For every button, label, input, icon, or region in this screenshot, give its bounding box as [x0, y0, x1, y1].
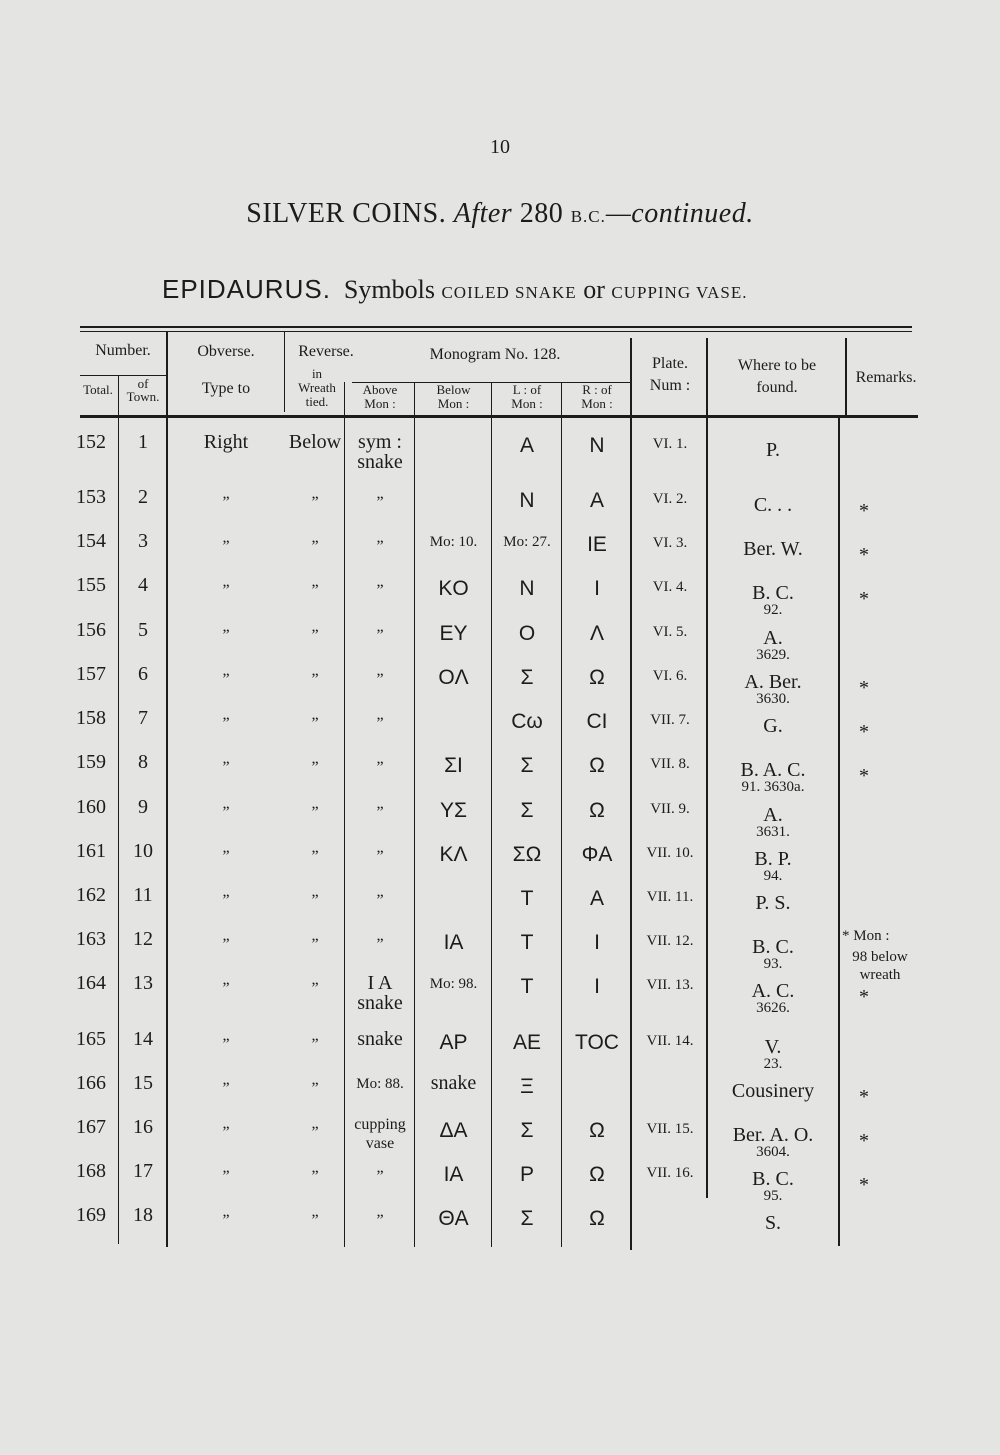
cell-where: P. S. [755, 892, 791, 914]
cell-total: 159 [76, 751, 106, 773]
cell-l: A [519, 434, 534, 457]
cell-plate: VII. 11. [646, 889, 694, 905]
cell-total: 163 [76, 928, 106, 950]
header-l-mon: Mon : [511, 396, 543, 411]
cell-town: 11 [133, 884, 153, 906]
cell-obverse: ” [222, 759, 230, 776]
cell-where: C. . . [753, 494, 793, 516]
header-l-of: L : of [512, 382, 542, 397]
cell-above: cupping [354, 1116, 406, 1133]
header-monogram: Monogram No. 128. [429, 346, 561, 363]
cell-town: 6 [138, 663, 148, 685]
cell-obverse: ” [222, 538, 230, 555]
cell-remark: * [859, 765, 869, 787]
cell-r: Ω [589, 799, 605, 822]
header-below-mon: Mon : [437, 396, 470, 411]
cell-where: A. C. [751, 980, 795, 1002]
remark-note-line2: 98 below [852, 949, 908, 965]
cell-where-sub: 3630. [756, 691, 790, 707]
table-top-rule-2 [80, 331, 912, 332]
cell-total: 157 [76, 663, 106, 685]
cell-l: T [520, 931, 534, 954]
cell-reverse: ” [311, 980, 319, 997]
cell-plate: VI. 3. [652, 535, 688, 551]
cell-below: EY [439, 622, 468, 645]
header-plate: Plate. [652, 355, 688, 372]
cell-above: snake [357, 1028, 403, 1050]
cell-above: I A [367, 972, 393, 994]
cell-r: TOC [575, 1031, 619, 1054]
cell-reverse: ” [311, 936, 319, 953]
header-bottom-rule [80, 415, 918, 418]
col-rule-above [414, 382, 415, 1247]
cell-above-line2: snake [357, 451, 403, 473]
cell-r: Ω [589, 754, 605, 777]
header-r-mon: Mon : [581, 396, 613, 411]
cell-remark: * [859, 677, 869, 699]
title-main: SILVER COINS. [246, 198, 447, 229]
cell-below: IA [443, 931, 464, 954]
header-remarks: Remarks. [855, 369, 917, 386]
cell-reverse: ” [311, 759, 319, 776]
cell-above: ” [376, 759, 384, 776]
cell-total: 167 [76, 1116, 106, 1138]
cell-where-sub: 93. [763, 956, 783, 972]
header-total: Total. [83, 382, 113, 397]
remark-note-line3: wreath [859, 967, 901, 983]
cell-total: 164 [76, 972, 106, 994]
cell-r: I [594, 975, 600, 998]
col-rule-number [166, 332, 168, 1247]
cell-above: ” [376, 804, 384, 821]
cell-where: S. [764, 1212, 782, 1234]
cell-total: 155 [76, 574, 106, 596]
cell-l: Σ [520, 666, 534, 689]
cell-where-sub: 3631. [756, 824, 790, 840]
cell-above: ” [376, 1168, 384, 1185]
cell-l: N [519, 489, 535, 512]
col-rule-below [491, 382, 492, 1247]
cell-plate: VI. 5. [652, 624, 688, 640]
cell-reverse: ” [311, 538, 319, 555]
header-of: of [137, 376, 149, 391]
cell-remark: * [859, 1086, 869, 1108]
cell-where: A. Ber. [744, 671, 802, 693]
title-continued: —continued. [605, 198, 754, 229]
cell-where: B. C. [752, 1168, 794, 1190]
cell-reverse: ” [311, 1036, 319, 1053]
cell-plate: VI. 2. [652, 491, 688, 507]
header-r-of: R : of [582, 382, 612, 397]
cell-remark: * [859, 1174, 869, 1196]
cell-below: KO [438, 577, 469, 600]
cell-plate: VI. 6. [652, 668, 688, 684]
cell-town: 5 [138, 619, 148, 641]
cell-remark: * [859, 1130, 869, 1152]
cell-r: IE [587, 533, 607, 556]
cell-reverse: ” [311, 1168, 319, 1185]
cell-above: Mo: 88. [356, 1076, 404, 1092]
cell-l: T [520, 887, 534, 910]
cell-total: 158 [76, 707, 106, 729]
cell-town: 18 [133, 1204, 153, 1226]
cell-remark: * [859, 588, 869, 610]
cell-plate: VII. 7. [650, 712, 690, 728]
cell-where: A. [763, 804, 783, 826]
col-rule-rof [630, 338, 632, 1250]
cell-r: A [589, 887, 604, 910]
cell-where-sub: 94. [763, 868, 783, 884]
cell-r: Ω [589, 666, 605, 689]
cell-r: Ω [589, 1207, 605, 1230]
cell-above: ” [376, 538, 384, 555]
cell-l: Cω [511, 710, 543, 733]
cell-below: Mo: 98. [429, 976, 478, 992]
cell-plate: VII. 16. [646, 1165, 694, 1181]
header-num: Num : [649, 377, 691, 394]
cell-remark: * Mon : [842, 928, 890, 944]
cell-r: Λ [589, 622, 605, 645]
cell-l: Mo: 27. [503, 534, 551, 550]
cell-town: 10 [133, 840, 153, 862]
cell-obverse: ” [222, 892, 230, 909]
cell-l: AE [512, 1031, 541, 1054]
cell-reverse: ” [311, 804, 319, 821]
cell-reverse: ” [311, 1080, 319, 1097]
cell-town: 2 [138, 486, 148, 508]
title-after: After [453, 198, 513, 229]
cell-reverse: ” [311, 848, 319, 865]
cell-total: 154 [76, 530, 106, 552]
cell-reverse: ” [311, 715, 319, 732]
cell-below: ΘA [438, 1207, 469, 1230]
cell-above: ” [376, 1212, 384, 1229]
cell-above: ” [376, 848, 384, 865]
cell-town: 17 [133, 1160, 153, 1182]
cell-obverse: ” [222, 848, 230, 865]
header-below: Below [436, 382, 471, 397]
cell-where: B. A. C. [740, 759, 806, 781]
number-sub-rule [80, 375, 168, 376]
col-rule-lof [561, 382, 562, 1247]
cell-r: N [589, 434, 605, 457]
cell-total: 153 [76, 486, 106, 508]
cell-town: 15 [133, 1072, 153, 1094]
cell-plate: VII. 12. [646, 933, 694, 949]
cell-obverse: ” [222, 1080, 230, 1097]
cell-obverse: ” [222, 936, 230, 953]
cell-reverse: ” [311, 627, 319, 644]
cell-reverse: ” [311, 494, 319, 511]
cell-remark: * [859, 986, 869, 1008]
cell-town: 1 [138, 431, 148, 453]
header-town: Town. [126, 389, 160, 404]
cell-plate: VI. 1. [652, 436, 688, 452]
cell-below: Mo: 10. [429, 534, 478, 550]
cell-where: A. [763, 627, 783, 649]
cell-where: G. [763, 715, 783, 737]
cell-total: 156 [76, 619, 106, 641]
cell-obverse: ” [222, 715, 230, 732]
cell-total: 162 [76, 884, 106, 906]
cell-obverse: ” [222, 671, 230, 688]
cell-where: Ber. A. O. [732, 1124, 814, 1146]
cell-town: 7 [138, 707, 148, 729]
header-reverse: Reverse. [298, 343, 354, 360]
cell-below: snake [430, 1072, 477, 1094]
cell-total: 165 [76, 1028, 106, 1050]
cell-plate: VII. 14. [646, 1033, 694, 1049]
cell-where: B. C. [752, 582, 794, 604]
cell-obverse: ” [222, 582, 230, 599]
city-name: EPIDAURUS. [162, 274, 331, 304]
cell-plate: VI. 4. [652, 579, 688, 595]
symbols-label: Symbols [343, 275, 435, 304]
header-above-mon: Mon : [364, 396, 396, 411]
col-rule-obverse [284, 332, 285, 412]
cell-where-sub: 91. 3630a. [741, 779, 805, 795]
cell-where-sub: 95. [763, 1188, 783, 1204]
cell-where-sub: 92. [763, 602, 783, 618]
cell-town: 8 [138, 751, 148, 773]
symbol-snake: COILED SNAKE [441, 283, 577, 302]
cell-l: O [518, 622, 536, 645]
cell-total: 166 [76, 1072, 106, 1094]
cell-l: ΣΩ [512, 843, 542, 866]
table-top-rule [80, 326, 912, 328]
cell-town: 13 [133, 972, 153, 994]
header-in: in [311, 366, 323, 381]
cell-r: CI [586, 710, 608, 733]
cell-above: ” [376, 715, 384, 732]
cell-l: Σ [520, 1119, 534, 1142]
cell-below: ΔA [439, 1119, 468, 1142]
cell-above-line2: snake [357, 992, 403, 1014]
cell-where: P. [766, 439, 780, 461]
cell-town: 14 [133, 1028, 153, 1050]
cell-obverse: ” [222, 1168, 230, 1185]
cell-r: Ω [589, 1163, 605, 1186]
cell-r: I [594, 931, 600, 954]
cell-obverse: ” [222, 804, 230, 821]
page-title [0, 198, 1000, 230]
cell-reverse: ” [311, 892, 319, 909]
cell-r: I [594, 577, 600, 600]
cell-remark: * [859, 544, 869, 566]
cell-obverse: ” [222, 627, 230, 644]
cell-above: sym : [358, 431, 402, 453]
cell-r: ΦA [581, 843, 613, 866]
cell-where: Ber. W. [743, 538, 803, 560]
cell-total: 152 [76, 431, 106, 453]
cell-below: IA [443, 1163, 464, 1186]
cell-plate: VII. 9. [650, 801, 690, 817]
cell-l: Σ [520, 754, 534, 777]
cell-obverse: ” [222, 494, 230, 511]
col-rule-town [118, 376, 119, 1244]
cell-l: N [519, 577, 535, 600]
cell-town: 12 [133, 928, 153, 950]
header-wreath: Wreath [298, 380, 336, 395]
cell-r: Ω [589, 1119, 605, 1142]
cell-total: 161 [76, 840, 106, 862]
cell-town: 4 [138, 574, 148, 596]
header-obverse: Obverse. [197, 343, 255, 360]
cell-where-sub: 23. [763, 1056, 783, 1072]
symbol-or: or [583, 275, 605, 304]
cell-where: Cousinery [731, 1080, 815, 1102]
header-type-to: Type to [201, 380, 251, 397]
cell-town: 3 [138, 530, 148, 552]
cell-reverse: ” [311, 1124, 319, 1141]
cell-remark: * [859, 721, 869, 743]
cell-l: Σ [520, 799, 534, 822]
section-subtitle [162, 274, 748, 305]
cell-plate: VII. 15. [646, 1121, 694, 1137]
cell-obverse: ” [222, 1212, 230, 1229]
cell-above: ” [376, 627, 384, 644]
header-above: Above [362, 382, 398, 397]
symbol-vase: CUPPING VASE. [611, 283, 748, 302]
cell-above: ” [376, 582, 384, 599]
cell-where: B. C. [752, 936, 794, 958]
cell-obverse: ” [222, 980, 230, 997]
title-year: 280 [519, 198, 564, 229]
cell-l: P [519, 1163, 534, 1186]
cell-below: KΛ [439, 843, 468, 866]
header-found: found. [756, 379, 798, 396]
cell-below: AP [439, 1031, 468, 1054]
cell-above-line2: vase [365, 1135, 395, 1152]
cell-above: ” [376, 892, 384, 909]
cell-l: Σ [520, 1207, 534, 1230]
cell-reverse: Below [288, 431, 342, 453]
cell-obverse: Right [203, 431, 249, 453]
cell-town: 9 [138, 796, 148, 818]
cell-plate: VII. 10. [646, 845, 694, 861]
cell-plate: VII. 13. [646, 977, 694, 993]
cell-where: V. [764, 1036, 782, 1058]
page-number: 10 [490, 136, 510, 158]
cell-r: A [589, 489, 604, 512]
cell-reverse: ” [311, 1212, 319, 1229]
cell-reverse: ” [311, 582, 319, 599]
cell-above: ” [376, 494, 384, 511]
cell-below: ΣI [444, 754, 463, 777]
cell-where-sub: 3626. [756, 1000, 790, 1016]
header-tied: tied. [305, 394, 329, 409]
cell-above: ” [376, 936, 384, 953]
header-where: Where to be [737, 357, 817, 374]
cell-remark: * [859, 500, 869, 522]
cell-total: 169 [76, 1204, 106, 1226]
cell-l: Ξ [520, 1075, 534, 1098]
cell-above: ” [376, 671, 384, 688]
cell-reverse: ” [311, 671, 319, 688]
cell-where-sub: 3604. [756, 1144, 790, 1160]
cell-obverse: ” [222, 1036, 230, 1053]
cell-plate: VII. 8. [650, 756, 690, 772]
cell-total: 168 [76, 1160, 106, 1182]
col-rule-remarks [838, 418, 840, 1246]
cell-l: T [520, 975, 534, 998]
cell-where-sub: 3629. [756, 647, 790, 663]
cell-obverse: ” [222, 1124, 230, 1141]
cell-below: OΛ [438, 666, 469, 689]
title-bc: B.C. [570, 207, 606, 226]
cell-town: 16 [133, 1116, 153, 1138]
cell-where: B. P. [754, 848, 792, 870]
header-number: Number. [95, 342, 151, 359]
cell-below: YΣ [440, 799, 467, 822]
cell-total: 160 [76, 796, 106, 818]
